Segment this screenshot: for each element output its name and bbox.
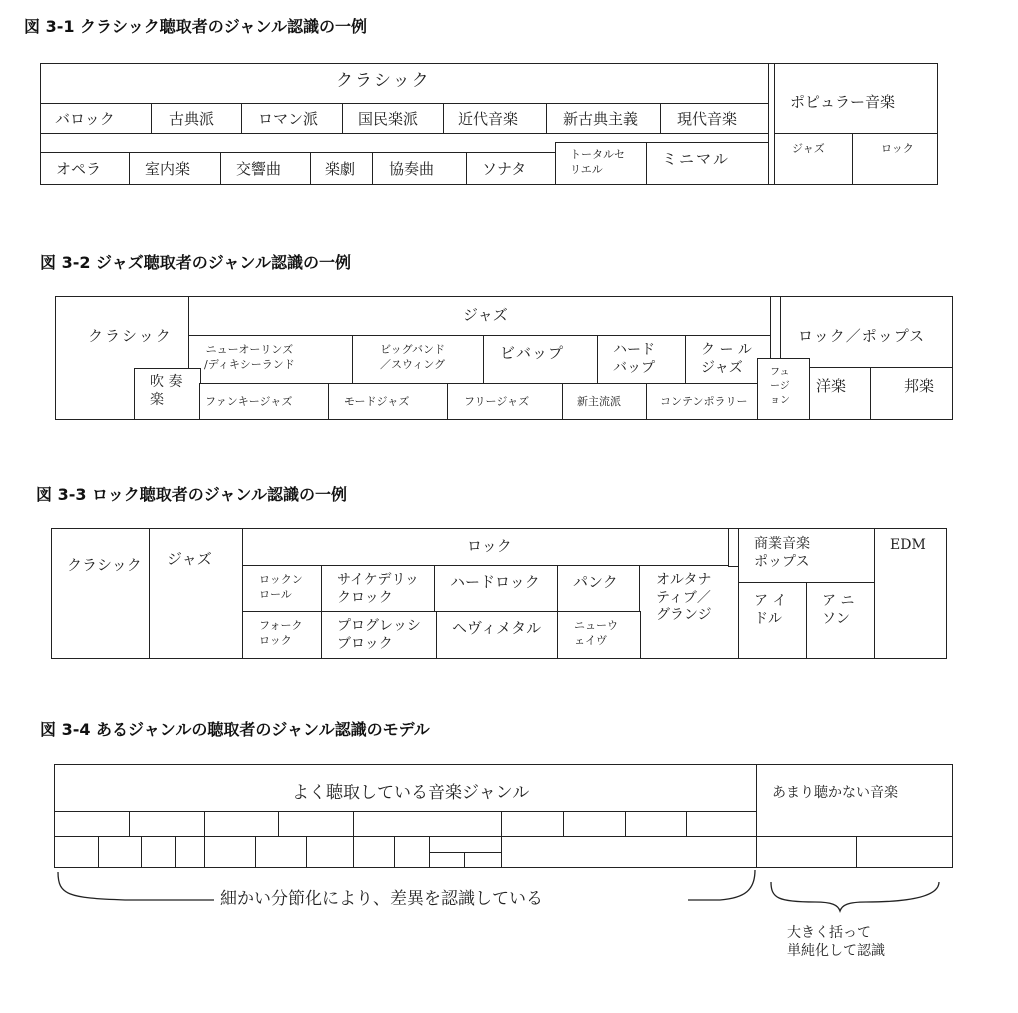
rock-pops-label: ロック／ポップス	[798, 327, 926, 345]
fine-segmentation-label: 細かい分節化により、差異を認識している	[220, 889, 543, 909]
simplified-label: 大きく括って 単純化して認識	[787, 925, 885, 960]
fusion-label: フュ ージ ョン	[770, 367, 790, 406]
psychedelic-label: サイケデリッ クロック	[337, 572, 419, 606]
big-band-label: ビッグバンド ／スウィング	[380, 343, 446, 371]
bebop-label: ビバップ	[500, 344, 565, 362]
alternative-label: オルタナ ティブ／ グランジ	[656, 572, 712, 623]
rarely-listened-label: あまり聴かない音楽	[772, 785, 898, 801]
era-label-national: 国民楽派	[358, 110, 419, 128]
new-orleans-label: ニューオーリンズ /ディキシーランド	[204, 343, 295, 371]
heavy-metal-label: ヘヴィメタル	[452, 619, 542, 637]
figure-3-3-title: 図 3-3 ロック聴取者のジャンル認識の一例	[36, 485, 348, 504]
anison-label: ア ニ ソン	[822, 593, 855, 627]
era-label-neoclassical: 新古典主義	[563, 110, 639, 128]
form-label-chamber: 室内楽	[145, 160, 191, 178]
progressive-label: プログレッシ ブロック	[337, 618, 421, 652]
commercial-pops-label: 商業音楽 ポップス	[754, 536, 810, 570]
folk-rock-label: フォーク ロック	[259, 619, 303, 647]
form-label-symphony: 交響曲	[236, 160, 282, 178]
right-brace	[771, 882, 939, 911]
hard-rock-label: ハードロック	[450, 573, 540, 591]
era-label-contemporary: 現代音楽	[677, 110, 738, 128]
idol-label: ア イ ドル	[754, 593, 787, 627]
classic-label-3: クラシック	[67, 556, 142, 574]
cool-jazz-label: ク ー ル ジャズ	[701, 342, 752, 376]
classic-label-2: クラシック	[88, 327, 173, 345]
total-serial-label: トータルセ リエル	[570, 148, 625, 176]
left-brace-left-arm	[58, 872, 214, 900]
rock-label: ロック	[881, 142, 914, 155]
era-label-baroque: バロック	[55, 110, 115, 128]
figure-3-1-title: 図 3-1 クラシック聴取者のジャンル認識の一例	[24, 17, 368, 36]
rock-header-label: ロック	[467, 537, 512, 555]
japanese-label: 邦楽	[904, 377, 935, 395]
rock-n-roll-label: ロックン ロール	[259, 573, 303, 601]
modal-label: モードジャズ	[344, 395, 410, 408]
era-label-romantic: ロマン派	[258, 110, 319, 128]
form-label-opera: オペラ	[56, 160, 102, 178]
jazz-label-3: ジャズ	[167, 550, 212, 568]
edm-label: EDM	[890, 537, 926, 553]
left-brace-right-arm	[688, 870, 755, 900]
figure-3-4-title: 図 3-4 あるジャンルの聴取者のジャンル認識のモデル	[40, 720, 430, 739]
free-jazz-label: フリージャズ	[464, 395, 530, 408]
classic-label: クラシック	[336, 71, 431, 91]
figure-3-2-title: 図 3-2 ジャズ聴取者のジャンル認識の一例	[40, 253, 352, 272]
form-label-music-drama: 楽劇	[325, 160, 356, 178]
western-label: 洋楽	[816, 377, 847, 395]
form-label-concerto: 協奏曲	[389, 160, 435, 178]
punk-label: パンク	[573, 573, 618, 591]
funky-label: ファンキージャズ	[205, 395, 293, 408]
new-wave-label: ニューウ ェイヴ	[574, 619, 618, 647]
jazz-header-label: ジャズ	[463, 306, 508, 324]
jazz-label: ジャズ	[792, 142, 825, 155]
brass-band-label: 吹 奏 楽	[150, 374, 183, 408]
often-listened-label: よく聴取している音楽ジャンル	[292, 783, 530, 803]
main-stream-label: 新主流派	[577, 395, 621, 408]
minimal-label: ミニマル	[662, 150, 731, 168]
form-label-sonata: ソナタ	[482, 160, 527, 178]
contemporary-label: コンテンポラリー	[660, 395, 748, 408]
hard-bop-label: ハード バップ	[613, 342, 655, 376]
popular-label: ポピュラー音楽	[790, 93, 896, 111]
era-label-modern: 近代音楽	[458, 110, 519, 128]
era-label-classical: 古典派	[169, 110, 215, 128]
